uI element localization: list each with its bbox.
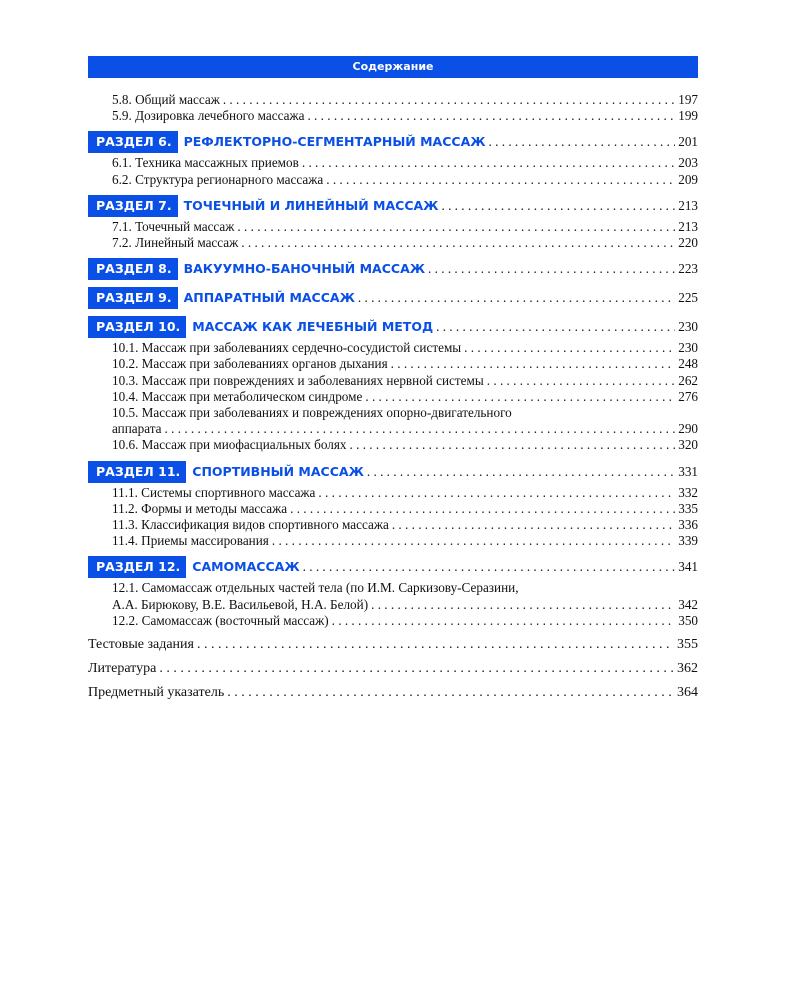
page-number: 220 xyxy=(678,235,698,251)
leader-dots xyxy=(441,195,675,217)
leader-dots xyxy=(428,258,675,280)
toc-entry-title: 6.1. Техника массажных приемов xyxy=(112,155,299,171)
toc-entry[interactable] xyxy=(88,235,698,251)
toc-entry[interactable] xyxy=(88,108,698,124)
page-number: 332 xyxy=(678,484,698,500)
page-number: 230 xyxy=(678,340,698,356)
leader-dots xyxy=(489,131,676,153)
toc-entry[interactable] xyxy=(88,597,698,613)
toc-entry[interactable] xyxy=(88,340,698,356)
page-number: 248 xyxy=(678,356,698,372)
toc-entry-title: 10.5. Массаж при заболеваниях и повреждениях опорно-двигательного xyxy=(112,405,512,421)
page-number: 203 xyxy=(678,155,698,171)
leader-dots xyxy=(436,316,675,338)
leader-dots xyxy=(307,108,675,124)
toc-entry-title: 7.2. Линейный массаж xyxy=(112,235,239,251)
toc-entry[interactable] xyxy=(88,437,698,453)
toc-entry-title: 11.2. Формы и методы массажа xyxy=(112,500,288,516)
toc-entry-title: 11.1. Системы спортивного массажа xyxy=(112,484,316,500)
toc-entry[interactable] xyxy=(88,633,698,657)
section-title: СПОРТИВНЫЙ МАССАЖ xyxy=(192,463,364,479)
leader-dots xyxy=(290,501,675,517)
leader-dots xyxy=(358,287,675,309)
toc-entry-title: 11.3. Классификация видов спортивного массажа xyxy=(112,517,389,533)
toc-entry-title: 10.6. Массаж при миофасциальных болях xyxy=(112,437,347,453)
section-heading[interactable] xyxy=(88,316,698,338)
leader-dots xyxy=(223,92,675,108)
toc-entry-title: Литература xyxy=(88,661,157,677)
toc-entry-title: 5.9. Дозировка лечебного массажа xyxy=(112,108,305,124)
leader-dots xyxy=(326,172,675,188)
toc-entry[interactable] xyxy=(88,373,698,389)
section-badge: РАЗДЕЛ 9. xyxy=(88,287,178,309)
toc-entry-title: 10.1. Массаж при заболеваниях сердечно-сосудистой системы xyxy=(112,340,462,356)
toc-list xyxy=(88,92,698,705)
toc-entry-title: 10.4. Массаж при метаболическом синдроме xyxy=(112,388,363,404)
leader-dots xyxy=(332,613,676,629)
toc-page xyxy=(88,56,698,705)
toc-entry[interactable] xyxy=(88,681,698,705)
page-number: 336 xyxy=(678,517,698,533)
page-number: 262 xyxy=(678,372,698,388)
section-heading[interactable] xyxy=(88,461,698,483)
leader-dots xyxy=(392,517,675,533)
page-number: 341 xyxy=(678,559,698,575)
page-number: 213 xyxy=(678,197,698,213)
section-heading[interactable] xyxy=(88,287,698,309)
section-badge: РАЗДЕЛ 8. xyxy=(88,258,178,280)
toc-entry-title: Предметный указатель xyxy=(88,685,225,701)
toc-entry[interactable] xyxy=(88,501,698,517)
page-number: 290 xyxy=(678,421,698,437)
page-number: 331 xyxy=(678,463,698,479)
section-badge: РАЗДЕЛ 10. xyxy=(88,316,186,338)
page-number: 199 xyxy=(678,108,698,124)
page-number: 230 xyxy=(678,319,698,335)
toc-entry-title-line[interactable] xyxy=(88,580,698,596)
leader-dots xyxy=(165,421,676,437)
section-heading[interactable] xyxy=(88,258,698,280)
page-number: 339 xyxy=(678,533,698,549)
leader-dots xyxy=(237,219,675,235)
section-badge: РАЗДЕЛ 7. xyxy=(88,195,178,217)
toc-entry-continuation: аппарата xyxy=(112,421,162,437)
leader-dots xyxy=(487,373,675,389)
page-number: 225 xyxy=(678,290,698,306)
section-title: МАССАЖ КАК ЛЕЧЕБНЫЙ МЕТОД xyxy=(192,319,434,335)
contents-header: Содержание xyxy=(88,56,698,78)
section-title: РЕФЛЕКТОРНО-СЕГМЕНТАРНЫЙ МАССАЖ xyxy=(183,134,486,150)
leader-dots xyxy=(391,356,676,372)
page-number: 362 xyxy=(677,661,698,677)
page-number: 320 xyxy=(678,437,698,453)
page-number: 201 xyxy=(678,134,698,150)
leader-dots xyxy=(367,461,675,483)
leader-dots xyxy=(241,235,675,251)
page-number: 342 xyxy=(678,596,698,612)
toc-entry[interactable] xyxy=(88,172,698,188)
toc-entry[interactable] xyxy=(88,533,698,549)
toc-entry-title: 5.8. Общий массаж xyxy=(112,92,220,107)
leader-dots xyxy=(302,155,675,171)
page-number: 209 xyxy=(678,171,698,187)
leader-dots xyxy=(318,485,675,501)
toc-entry-title-line[interactable] xyxy=(88,405,698,421)
page-number: 350 xyxy=(678,612,698,628)
page-number: 355 xyxy=(677,637,698,653)
toc-entry[interactable] xyxy=(88,517,698,533)
section-badge: РАЗДЕЛ 12. xyxy=(88,556,186,578)
page-number: 223 xyxy=(678,261,698,277)
toc-entry-title: 11.4. Приемы массирования xyxy=(112,533,269,549)
toc-entry[interactable] xyxy=(88,657,698,681)
section-title: САМОМАССАЖ xyxy=(192,559,300,575)
leader-dots xyxy=(303,556,676,578)
toc-entry-title: 6.2. Структура регионарного массажа xyxy=(112,171,324,187)
toc-entry-continuation: А.А. Бирюкову, В.Е. Васильевой, Н.А. Белой) xyxy=(112,596,369,612)
page-number: 364 xyxy=(677,685,698,701)
toc-entry[interactable] xyxy=(88,389,698,405)
leader-dots xyxy=(197,633,674,657)
page-number: 197 xyxy=(678,92,698,107)
leader-dots xyxy=(464,340,675,356)
leader-dots xyxy=(227,681,674,705)
page-number: 276 xyxy=(678,388,698,404)
toc-entry-title: Тестовые задания xyxy=(88,637,194,653)
toc-entry-title: 10.2. Массаж при заболеваниях органов дыхания xyxy=(112,356,388,372)
toc-entry[interactable] xyxy=(88,421,698,437)
leader-dots xyxy=(272,533,675,549)
section-title: ВАКУУМНО-БАНОЧНЫЙ МАССАЖ xyxy=(183,261,426,277)
toc-entry-title: 7.1. Точечный массаж xyxy=(112,218,235,234)
leader-dots xyxy=(350,437,676,453)
section-title: ТОЧЕЧНЫЙ И ЛИНЕЙНЫЙ МАССАЖ xyxy=(183,197,439,213)
toc-entry[interactable] xyxy=(88,613,698,629)
leader-dots xyxy=(365,389,675,405)
section-title: АППАРАТНЫЙ МАССАЖ xyxy=(183,290,355,306)
toc-entry-title: 12.1. Самомассаж отдельных частей тела (по И.М. Саркизову-Серазини, xyxy=(112,580,519,596)
toc-entry-title: 12.2. Самомассаж (восточный массаж) xyxy=(112,612,329,628)
toc-entry[interactable] xyxy=(88,485,698,501)
section-heading[interactable] xyxy=(88,556,698,578)
toc-entry[interactable] xyxy=(88,219,698,235)
toc-entry[interactable] xyxy=(88,155,698,171)
toc-entry[interactable] xyxy=(88,92,698,108)
page-number: 335 xyxy=(678,500,698,516)
section-heading[interactable] xyxy=(88,195,698,217)
section-badge: РАЗДЕЛ 6. xyxy=(88,131,178,153)
toc-entry[interactable] xyxy=(88,356,698,372)
section-badge: РАЗДЕЛ 11. xyxy=(88,461,186,483)
page-number: 213 xyxy=(678,218,698,234)
leader-dots xyxy=(371,597,675,613)
leader-dots xyxy=(159,657,674,681)
section-heading[interactable] xyxy=(88,131,698,153)
toc-entry-title: 10.3. Массаж при повреждениях и заболеваниях нервной системы xyxy=(112,372,484,388)
